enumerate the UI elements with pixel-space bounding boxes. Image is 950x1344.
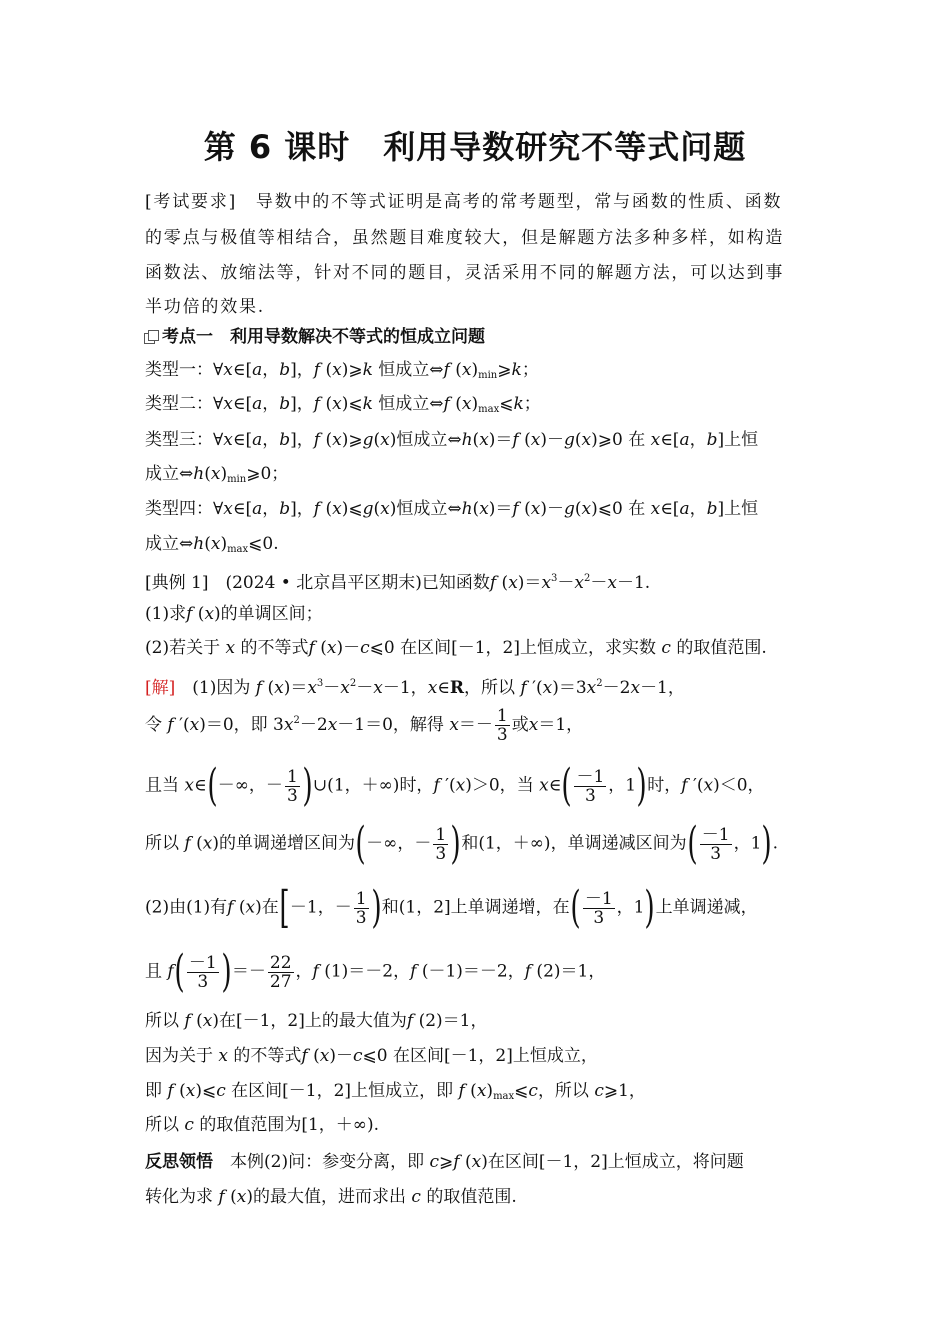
requirement-line-4: 半功倍的效果.: [145, 297, 266, 317]
solution-line-4: 所以 f (x)的单调递增区间为(－∞，－ $\frac{1}{3}$ )和(1，＋∞)，单调递减区间为( $\frac{-1}{3}$ ，1).: [145, 818, 778, 869]
type-4: 类型四：∀x∈[a，b]，f (x)⩽g(x)恒成立⇔h(x)＝f (x)－g(x)⩽0 在 x∈[a，b]上恒: [145, 499, 759, 519]
type-3: 类型三：∀x∈[a，b]，f (x)⩾g(x)恒成立⇔h(x)＝f (x)－g(x)⩾0 在 x∈[a，b]上恒: [145, 430, 759, 450]
requirement-line-1: [考试要求] 导数中的不等式证明是高考的常考题型，常与函数的性质、函数: [145, 192, 783, 212]
example-question-1: (1)求f (x)的单调区间；: [145, 604, 323, 624]
solution-line-1: [解] (1)因为 f $(x)=x^3-x^2-x-1$，x∈R，所以 f $'(x)=3x^2-2x-1$，: [145, 678, 685, 698]
requirement-tag: [考试要求]: [145, 192, 238, 212]
reflection-tag: 反思领悟: [145, 1152, 213, 1172]
example-stem: [典例 1] (2024 • 北京昌平区期末)已知函数f $(x)=x^3-x^2-x-1$.: [145, 573, 651, 593]
type-4-cont: 成立$\Leftrightarrow h(x)_{max}⩽0$.: [145, 534, 279, 555]
solution-line-7: 所以 f (x)在[－1，2]上的最大值为f (2)＝1，: [145, 1011, 488, 1031]
solution-line-8: 因为关于 x 的不等式f (x)－c⩽0 在区间[－1，2]上恒成立，: [145, 1046, 598, 1066]
section-icon: [144, 330, 158, 344]
solution-line-9: 即 f (x)⩽c 在区间[－1，2]上恒成立，即 f $(x)_{max}⩽c$，所以 c⩾1，: [145, 1081, 646, 1102]
page-title: 第 6 课时 利用导数研究不等式问题: [203, 128, 747, 166]
reflection-line-1: 反思领悟 本例(2)问：参变分离，即 c⩾f (x)在区间[－1，2]上恒成立，将问题: [145, 1152, 744, 1172]
solution-line-6: 且 f( $\frac{-1}{3}$ )＝－ $\frac{22}{27}$ ，f (1)＝－2，f (－1)＝－2，f (2)＝1，: [145, 946, 606, 997]
solution-line-3: 且当 x∈(－∞，－ $\frac{1}{3}$ )∪(1，＋∞)时，f ′(x)＞0，当 x∈( $\frac{-1}{3}$ ，1)时，f ′(x)＜0，: [145, 760, 765, 811]
solution-tag: [解]: [145, 678, 176, 698]
example-question-2: (2)若关于 x 的不等式f (x)－c⩽0 在区间[－1，2]上恒成立，求实数 c 的取值范围.: [145, 638, 767, 658]
solution-line-10: 所以 c 的取值范围为[1，＋∞).: [145, 1115, 379, 1135]
type-1: 类型一：∀x∈[a，b]，f (x)⩾k 恒成立⇔f $(x)_{min}⩾k$；: [145, 360, 539, 381]
requirement-line-3: 函数法、放缩法等，针对不同的题目，灵活采用不同的解题方法，可以达到事: [145, 263, 785, 283]
section-heading: 考点一 利用导数解决不等式的恒成立问题: [144, 326, 485, 348]
requirement-line-2: 的零点与极值等相结合，虽然题目难度较大，但是解题方法多种多样，如构造: [145, 228, 785, 248]
solution-line-2: 令 f ′(x)＝0，即 $3x^2-2x-1=0$，解得 x＝－ $\frac{1}{3}$ 或x＝1，: [145, 706, 584, 745]
reflection-line-2: 转化为求 f (x)的最大值，进而求出 c 的取值范围.: [145, 1187, 517, 1207]
type-2: 类型二：∀x∈[a，b]，f (x)⩽k 恒成立⇔f $(x)_{max}⩽k$；: [145, 394, 541, 415]
solution-line-5: (2)由(1)有f (x)在[－1，－ $\frac{1}{3}$ )和(1，2]上单调递增，在( $\frac{-1}{3}$ ，1)上单调递减，: [145, 882, 758, 933]
type-3-cont: 成立$\Leftrightarrow h(x)_{min}⩾0$；: [145, 464, 289, 485]
